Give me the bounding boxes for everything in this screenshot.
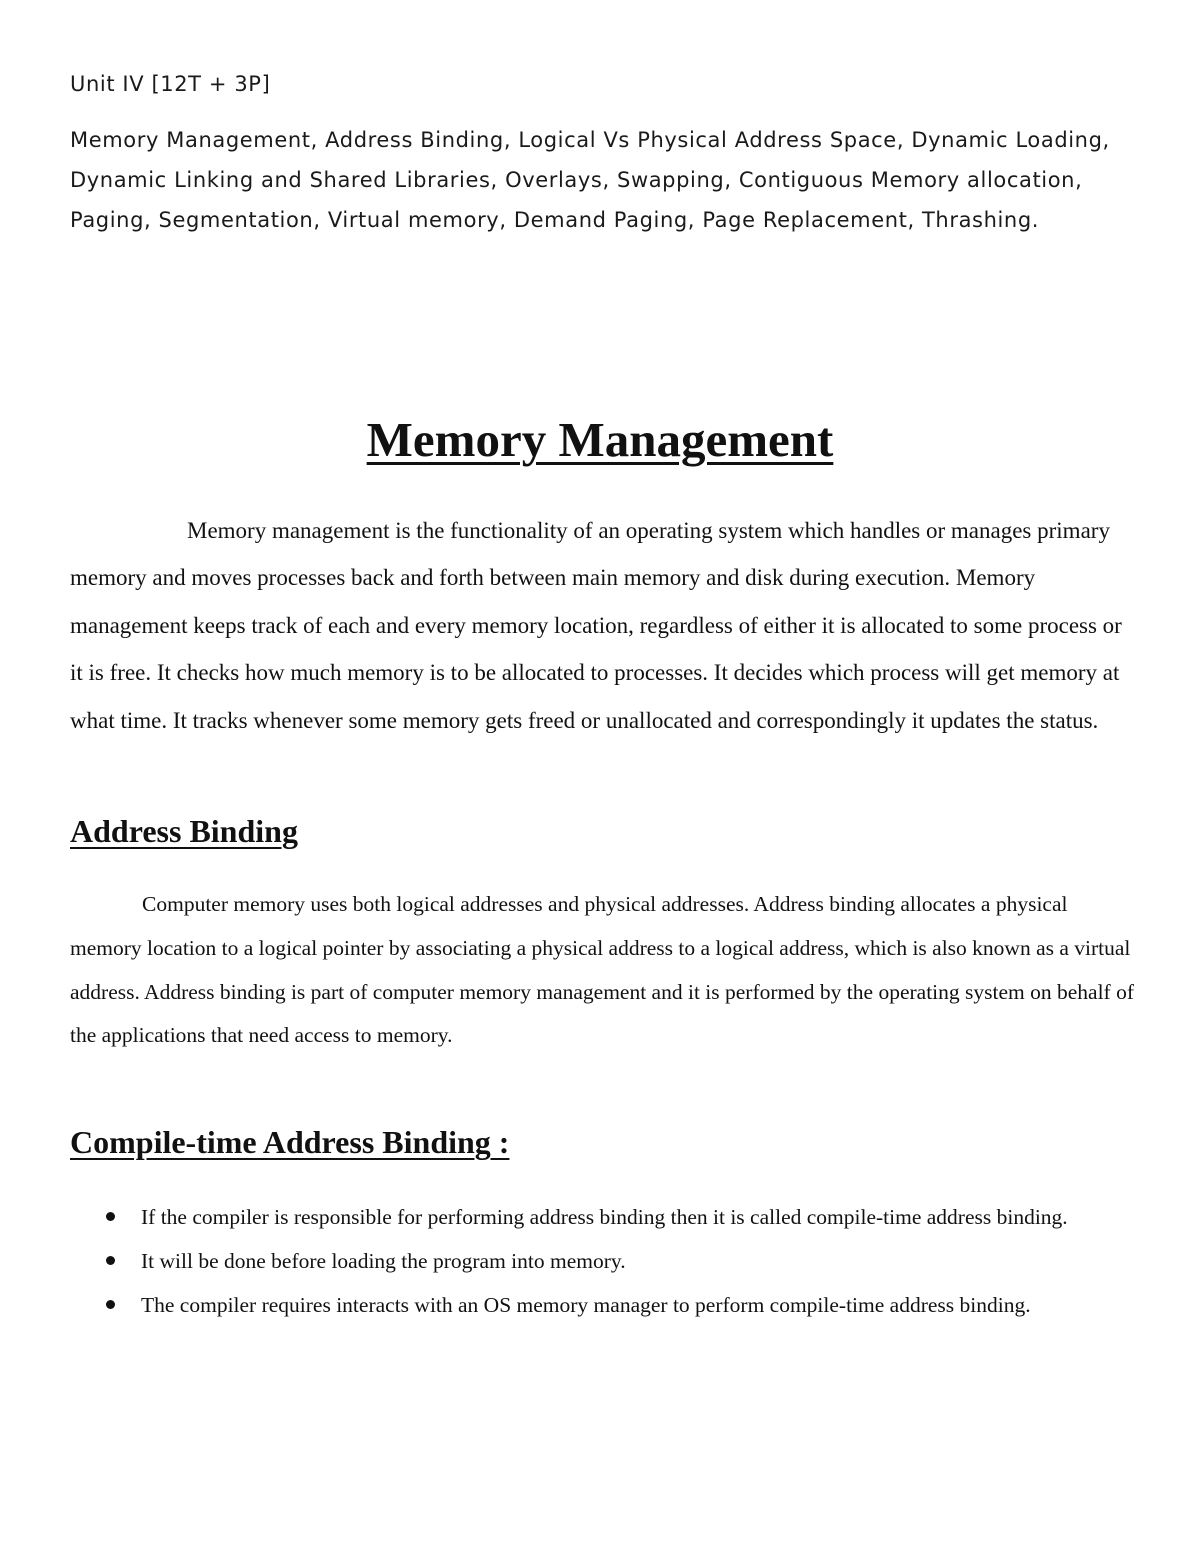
syllabus-topics: Memory Management, Address Binding, Logical Vs Physical Address Space, Dynamic Loading, Dynamic Linking and Shared Libraries, Overlays, Swapping, Contiguous Memory allocation, Paging, Segmentation, Virtual memory, Demand Paging, Page Replacement, Thrashing. (70, 128, 1110, 232)
address-binding-heading: Address Binding (70, 813, 298, 849)
bullet-dot-icon (106, 1212, 115, 1221)
unit-heading: Unit IV [12T + 3P] (70, 72, 271, 96)
address-binding-paragraph: Computer memory uses both logical addresses and physical addresses. Address binding allocates a physical memory location to a logical pointer by associating a physical address to a logical address, which is also known as a virtual address. Address binding is part of computer memory management and it is performed by the operating system on behalf of the applications that need access to memory. (70, 892, 1134, 1048)
memory-management-title: Memory Management (366, 412, 834, 467)
compile-time-heading: Compile-time Address Binding : (70, 1124, 510, 1160)
list-item (70, 1195, 1140, 1239)
list-item (70, 1283, 1140, 1327)
memory-management-paragraph: Memory management is the functionality of an operating system which handles or manages primary memory and moves processes back and forth between main memory and disk during execution. Memory management keeps track of each and every memory location, regardless of either it is allocated to some process or it is free. It checks how much memory is to be allocated to processes. It decides which process will get memory at what time. It tracks whenever some memory gets freed or unallocated and correspondingly it updates the status. (70, 518, 1122, 733)
bullet-dot-icon (106, 1256, 115, 1265)
bullet-dot-icon (106, 1300, 115, 1309)
bullet-text: The compiler requires interacts with an OS memory manager to perform compile-time address binding. (141, 1293, 1031, 1317)
list-item (70, 1239, 1140, 1283)
bullet-text: It will be done before loading the program into memory. (141, 1249, 626, 1273)
compile-time-bullet-list (70, 1195, 1140, 1327)
bullet-text: If the compiler is responsible for performing address binding then it is called compile-time address binding. (141, 1205, 1068, 1229)
